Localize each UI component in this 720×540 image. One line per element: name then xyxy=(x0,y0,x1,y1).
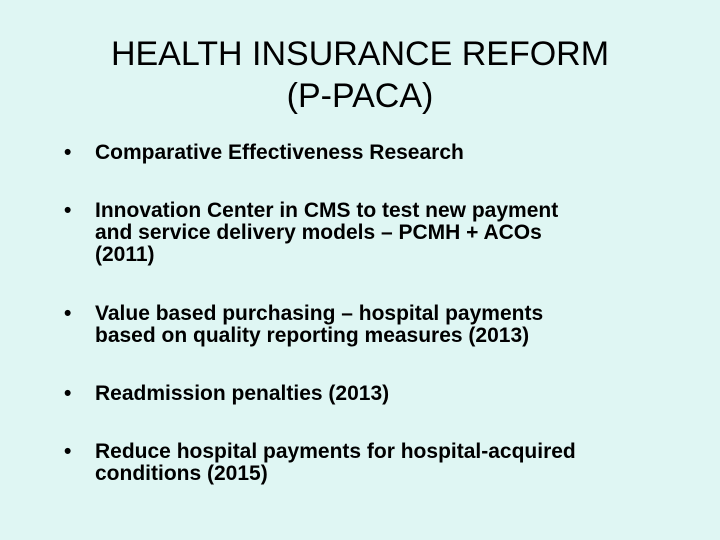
bullet-text xyxy=(95,200,684,266)
bullet-dot-icon: • xyxy=(64,302,72,325)
bullet-line: Reduce hospital payments for hospital-acquired xyxy=(95,440,576,463)
bullet-item-reduce-hospital-payments xyxy=(64,441,684,485)
bullet-line: Readmission penalties (2013) xyxy=(95,382,390,405)
bullet-dot-icon: • xyxy=(64,141,72,164)
bullet-line: Value based purchasing – hospital payments xyxy=(95,302,544,325)
bullet-text xyxy=(95,303,684,347)
bullet-item-value-based-purchasing xyxy=(64,303,684,347)
bullet-line: conditions (2015) xyxy=(95,462,268,485)
slide-title xyxy=(0,33,720,117)
bullet-line: (2011) xyxy=(95,243,155,266)
bullet-dot-icon: • xyxy=(64,440,72,463)
bullet-dot-icon: • xyxy=(64,382,72,405)
bullet-text xyxy=(95,441,684,485)
bullet-text xyxy=(95,383,684,405)
bullet-line: Comparative Effectiveness Research xyxy=(95,141,464,164)
slide-title-line-1: HEALTH INSURANCE REFORM xyxy=(110,35,610,73)
slide-title-line-2: (P-PACA) xyxy=(286,77,434,115)
bullet-line: based on quality reporting measures (2013) xyxy=(95,324,530,347)
bullet-dot-icon: • xyxy=(64,199,72,222)
bullet-item-comparative-effectiveness xyxy=(64,142,684,164)
bullet-item-readmission-penalties xyxy=(64,383,684,405)
bullet-item-innovation-center xyxy=(64,200,684,266)
bullet-text xyxy=(95,142,684,164)
bullet-line: Innovation Center in CMS to test new payment xyxy=(95,199,559,222)
bullet-line: and service delivery models – PCMH + ACOs xyxy=(95,221,542,244)
